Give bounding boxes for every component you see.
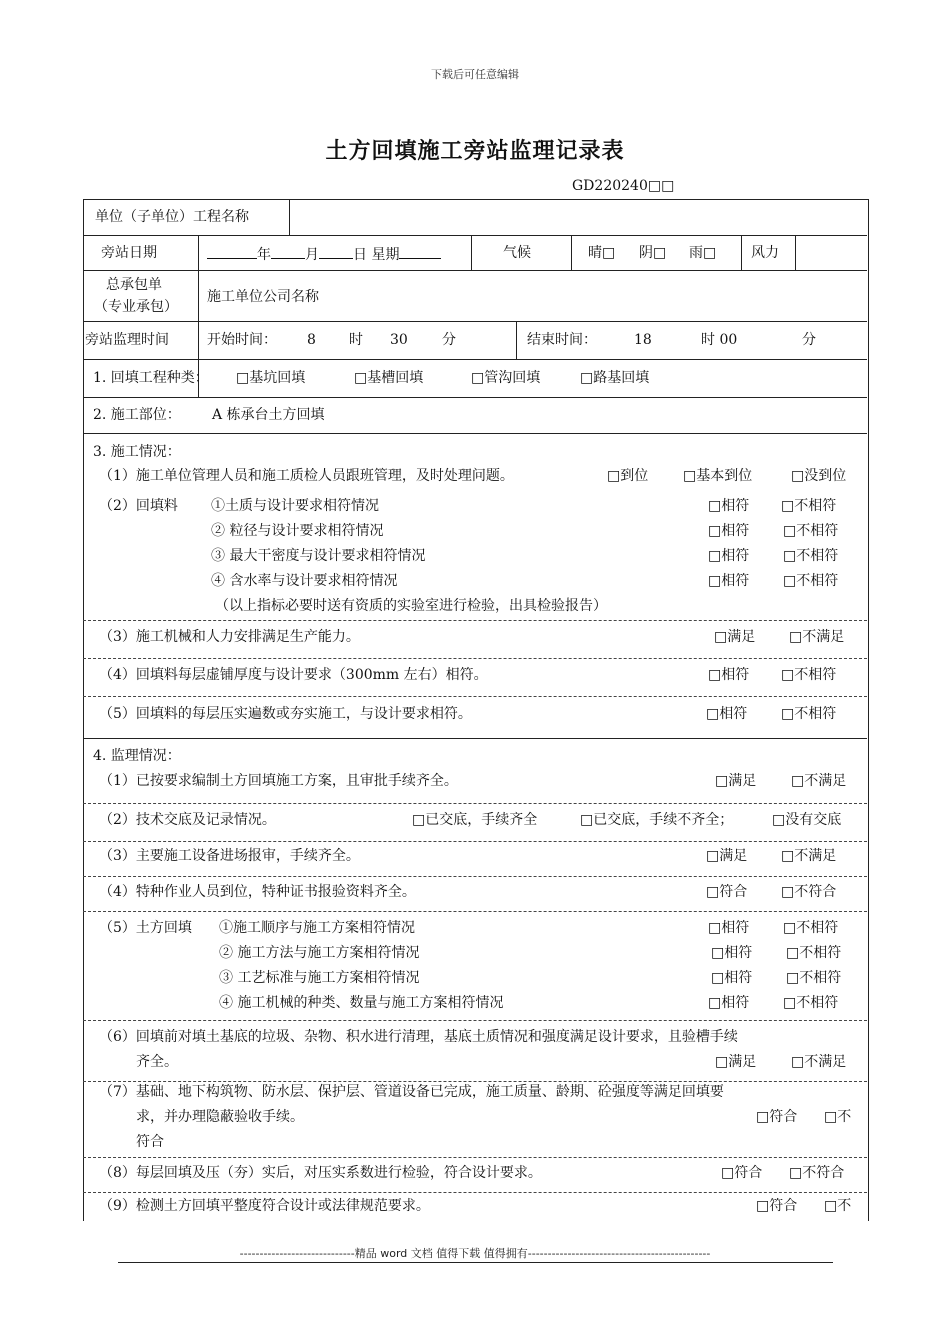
s4-item2-incomplete-checkbox[interactable]: □已交底，手续不齐全；: [580, 812, 734, 828]
start-hour-unit: 时: [349, 332, 363, 348]
s4-item8-nonconform-checkbox[interactable]: □不符合: [789, 1165, 845, 1181]
match-checkbox[interactable]: □相符: [708, 548, 750, 564]
nomatch-checkbox[interactable]: □不相符: [783, 995, 839, 1011]
nomatch-checkbox[interactable]: □不相符: [781, 706, 837, 722]
s4-item6-unsatisfied-checkbox[interactable]: □不满足: [791, 1054, 847, 1070]
row-divider: [83, 397, 867, 398]
end-hour[interactable]: 18: [634, 332, 652, 348]
s4-item4-nonconform-checkbox[interactable]: □不符合: [781, 884, 837, 900]
s3-item2-line: ①土质与设计要求相符情况: [211, 498, 379, 514]
start-time-label: 开始时间：: [207, 332, 277, 348]
end-time-label: 结束时间：: [527, 332, 597, 348]
col-divider: [289, 199, 290, 235]
s4-item7-conform-checkbox[interactable]: □符合: [756, 1109, 798, 1125]
s3-item5-text: （5）回填料的每层压实遍数或夯实施工，与设计要求相符。: [99, 706, 472, 722]
nomatch-checkbox[interactable]: □不相符: [783, 573, 839, 589]
dashed-divider: [83, 1020, 867, 1021]
s3-item3-satisfied-checkbox[interactable]: □满足: [714, 629, 756, 645]
match-checkbox[interactable]: □相符: [708, 995, 750, 1011]
s3-item3-text: （3）施工机械和人力安排满足生产能力。: [99, 629, 360, 645]
s4-item9-nonconform-checkbox[interactable]: □不: [824, 1198, 852, 1214]
row-divider: [83, 270, 867, 271]
weekday-blank[interactable]: [399, 244, 441, 259]
s4-item3-text: （3）主要施工设备进场报审，手续齐全。: [99, 848, 360, 864]
s3-item1-inplace-checkbox[interactable]: □到位: [607, 468, 649, 484]
s4-item2-text: （2）技术交底及记录情况。: [99, 812, 276, 828]
dashed-divider: [83, 911, 867, 912]
supervision-status-heading: 4. 监理情况：: [93, 748, 181, 764]
s4-item7-text: （7）基础、地下构筑物、防水层、保护层、管道设备已完成，施工质量、龄期、砼强度等满足回填要: [99, 1084, 724, 1100]
nomatch-checkbox[interactable]: □不相符: [781, 667, 837, 683]
row-divider: [83, 738, 867, 739]
row-divider: [83, 321, 867, 322]
contractor-label-sub: （专业承包）: [94, 299, 178, 315]
construction-status-heading: 3. 施工情况：: [93, 444, 181, 460]
s3-item1-mostly-checkbox[interactable]: □基本到位: [683, 468, 753, 484]
match-checkbox[interactable]: □相符: [708, 523, 750, 539]
backfill-type-label: 1. 回填工程种类：: [93, 370, 209, 386]
s4-item5-line: ② 施工方法与施工方案相符情况: [219, 945, 420, 961]
nomatch-checkbox[interactable]: □不相符: [783, 920, 839, 936]
month-unit: 月: [305, 247, 319, 263]
s4-item4-text: （4）特种作业人员到位，特种证书报验资料齐全。: [99, 884, 416, 900]
s4-item1-text: （1）已按要求编制土方回填施工方案，且审批手续齐全。: [99, 773, 458, 789]
dashed-divider: [83, 803, 867, 804]
nomatch-checkbox[interactable]: □不相符: [786, 970, 842, 986]
s4-item1-satisfied-checkbox[interactable]: □满足: [715, 773, 757, 789]
s3-item2-note: （以上指标必要时送有资质的实验室进行检验，出具检验报告）: [215, 598, 607, 614]
match-checkbox[interactable]: □相符: [708, 573, 750, 589]
s3-item1-text: （1）施工单位管理人员和施工质检人员跟班管理，及时处理问题。: [99, 468, 514, 484]
contractor-value[interactable]: 施工单位公司名称: [207, 289, 319, 305]
footer-text: -----------------------------精品 word 文档 值得下载 值得拥有----------------------------------------------: [239, 1247, 711, 1260]
s4-item7-text-wrap: 符合: [136, 1134, 164, 1150]
s4-item5-label: （5）土方回填: [99, 920, 192, 936]
construction-part-value[interactable]: A 栋承台土方回填: [212, 407, 325, 423]
construction-part-label: 2. 施工部位：: [93, 407, 181, 423]
s3-item2-line: ③ 最大干密度与设计要求相符情况: [211, 548, 426, 564]
dashed-divider: [83, 876, 867, 877]
backfill-road-checkbox[interactable]: □路基回填: [580, 370, 650, 386]
end-hour-unit: 时 00: [701, 332, 738, 348]
s3-item4-text: （4）回填料每层虚铺厚度与设计要求（300mm 左右）相符。: [99, 667, 488, 683]
start-hour[interactable]: 8: [307, 332, 316, 348]
s4-item8-conform-checkbox[interactable]: □符合: [721, 1165, 763, 1181]
dashed-divider: [83, 1081, 867, 1082]
row-divider: [83, 235, 867, 236]
match-checkbox[interactable]: □相符: [706, 706, 748, 722]
s4-item5-line: ④ 施工机械的种类、数量与施工方案相符情况: [219, 995, 504, 1011]
s4-item2-none-checkbox[interactable]: □没有交底: [772, 812, 842, 828]
s4-item7-nonconform-checkbox[interactable]: □不: [824, 1109, 852, 1125]
row-divider: [83, 359, 867, 360]
match-checkbox[interactable]: □相符: [711, 945, 753, 961]
year-blank[interactable]: [207, 244, 257, 259]
start-minute[interactable]: 30: [390, 332, 408, 348]
weather-rain-checkbox[interactable]: 雨□: [689, 245, 717, 261]
s4-item9-conform-checkbox[interactable]: □符合: [756, 1198, 798, 1214]
s4-item6-text: （6）回填前对填土基底的垃圾、杂物、积水进行清理，基底土质情况和强度满足设计要求，且验槽手续: [99, 1029, 738, 1045]
col-divider: [516, 321, 517, 359]
s3-item2-line: ④ 含水率与设计要求相符情况: [211, 573, 398, 589]
match-checkbox[interactable]: □相符: [708, 667, 750, 683]
s4-item4-conform-checkbox[interactable]: □符合: [706, 884, 748, 900]
col-divider: [795, 235, 796, 270]
footer-rule: [118, 1262, 833, 1263]
backfill-pit-checkbox[interactable]: □基坑回填: [236, 370, 306, 386]
dashed-divider: [83, 620, 867, 621]
weather-label: 气候: [503, 245, 531, 261]
dashed-divider: [83, 658, 867, 659]
s4-item6-text-cont: 齐全。: [136, 1054, 178, 1070]
dashed-divider: [83, 841, 867, 842]
start-minute-unit: 分: [442, 332, 456, 348]
contractor-label: 总承包单: [106, 277, 162, 293]
dashed-divider: [83, 1157, 867, 1158]
supervision-time-label: 旁站监理时间: [85, 332, 169, 348]
nomatch-checkbox[interactable]: □不相符: [786, 945, 842, 961]
dashed-divider: [83, 696, 867, 697]
s3-item2-label: （2）回填料: [99, 498, 178, 514]
s4-item5-line: ①施工顺序与施工方案相符情况: [219, 920, 415, 936]
match-checkbox[interactable]: □相符: [708, 920, 750, 936]
weekday-unit: 星期: [371, 247, 400, 263]
project-name-label: 单位（子单位）工程名称: [95, 209, 249, 225]
weather-cloudy-checkbox[interactable]: 阴□: [639, 245, 667, 261]
year-unit: 年: [257, 247, 271, 263]
col-divider: [741, 235, 742, 270]
end-minute-unit: 分: [802, 332, 816, 348]
s4-item6-satisfied-checkbox[interactable]: □满足: [715, 1054, 757, 1070]
day-blank[interactable]: [319, 244, 353, 259]
dashed-divider: [83, 1192, 867, 1193]
day-unit: 日: [353, 247, 367, 263]
s4-item9-text: （9）检测土方回填平整度符合设计或法律规范要求。: [99, 1198, 430, 1214]
s4-item3-satisfied-checkbox[interactable]: □满足: [706, 848, 748, 864]
s3-item1-absent-checkbox[interactable]: □没到位: [791, 468, 847, 484]
weather-sunny-checkbox[interactable]: 晴□: [588, 245, 616, 261]
backfill-pipe-checkbox[interactable]: □管沟回填: [471, 370, 541, 386]
date-field[interactable]: [207, 244, 441, 264]
s4-item3-unsatisfied-checkbox[interactable]: □不满足: [781, 848, 837, 864]
s4-item1-unsatisfied-checkbox[interactable]: □不满足: [791, 773, 847, 789]
backfill-trench-checkbox[interactable]: □基槽回填: [354, 370, 424, 386]
match-checkbox[interactable]: □相符: [711, 970, 753, 986]
s4-item5-line: ③ 工艺标准与施工方案相符情况: [219, 970, 420, 986]
col-divider: [471, 235, 472, 270]
match-checkbox[interactable]: □相符: [708, 498, 750, 514]
s3-item2-line: ② 粒径与设计要求相符情况: [211, 523, 384, 539]
col-divider: [571, 235, 572, 270]
s4-item8-text: （8）每层回填及压（夯）实后，对压实系数进行检验，符合设计要求。: [99, 1165, 542, 1181]
page-title: 土方回填施工旁站监理记录表: [325, 139, 625, 164]
nomatch-checkbox[interactable]: □不相符: [783, 523, 839, 539]
row-divider: [83, 433, 867, 434]
nomatch-checkbox[interactable]: □不相符: [783, 548, 839, 564]
s4-item2-complete-checkbox[interactable]: □已交底，手续齐全: [412, 812, 538, 828]
document-code: GD220240□□: [572, 178, 675, 194]
wind-label: 风力: [751, 245, 779, 261]
s4-item7-text-cont: 求，并办理隐蔽验收手续。: [136, 1109, 304, 1125]
s3-item3-unsatisfied-checkbox[interactable]: □不满足: [789, 629, 845, 645]
month-blank[interactable]: [271, 244, 305, 259]
date-label: 旁站日期: [101, 245, 157, 261]
nomatch-checkbox[interactable]: □不相符: [781, 498, 837, 514]
top-note: 下载后可任意编辑: [431, 68, 519, 81]
